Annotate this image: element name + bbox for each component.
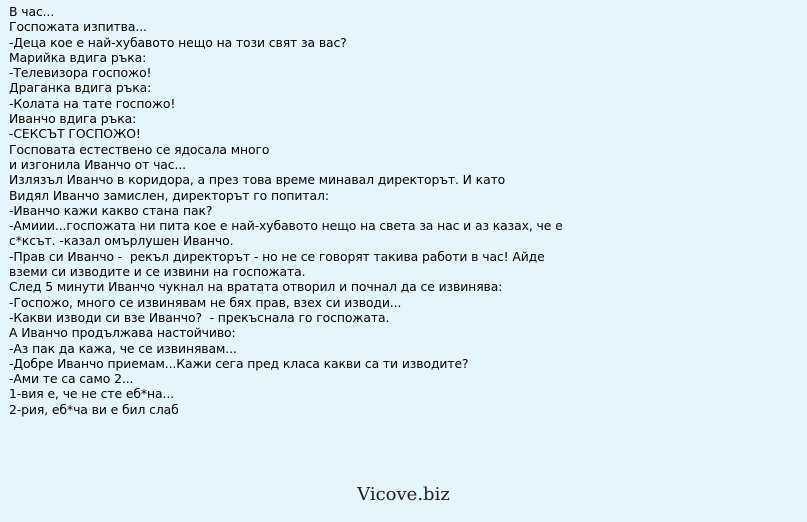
joke-line: -Аз пак да кажа, че се извинявам... [9,340,237,356]
joke-line: -СЕКСЪТ ГОСПОЖО! [9,126,141,142]
joke-line: В час... [9,4,55,19]
joke-line: Видял Иванчо замислен, директорът го попитал: [9,187,329,203]
joke-line: и изгонила Иванчо от час... [9,156,187,172]
joke-line: Драганка вдига ръка: [9,80,152,96]
joke-line: 2-рия, еб*ча ви е бил слаб [9,401,179,417]
joke-line: -Деца кое е най-хубавото нещо на този свят за вас? [9,34,347,50]
joke-line: Иванчо вдига ръка: [9,111,137,127]
joke-line: -Прав си Иванчо - рекъл директорът - но не се говорят такива работи в час! Айде [9,248,545,264]
joke-line: -Какви изводи си взе Иванчо? - прекъснала го госпожата. [9,309,390,325]
site-watermark: Vicove.biz [357,484,450,505]
joke-line: с*ксът. -казал омърлушен Иванчо. [9,233,234,249]
joke-line: Госповата естествено се ядосала много [9,141,270,157]
joke-text [9,4,799,417]
joke-line: Госпожата изпитва... [9,19,147,35]
joke-line: -Ами те са само 2... [9,371,134,387]
joke-line: След 5 минути Иванчо чукнал на вратата отворил и почнал да се извинява: [9,279,503,295]
joke-line: -Добре Иванчо приемам...Кажи сега пред класа какви са ти изводите? [9,355,469,371]
joke-line: Марийка вдига ръка: [9,49,147,65]
joke-line: -Госпожо, много се извинявам не бях прав, взех си изводи... [9,294,402,310]
joke-line: -Телевизора госпожо! [9,65,152,81]
joke-line: вземи си изводите и се извини на госпожата. [9,264,306,280]
joke-line: -Иванчо кажи какво стана пак? [9,202,213,218]
joke-line: -Амиии...госпожата ни пита кое е най-хубавото нещо на света за нас и аз казах, че е [9,218,563,234]
joke-line: А Иванчо продължава настойчиво: [9,325,236,341]
joke-line: Излязъл Иванчо в коридора, а през това време минавал директорът. И като [9,172,506,188]
joke-line: 1-вия е, че не сте еб*на... [9,386,175,402]
joke-line: -Колата на тате госпожо! [9,95,176,111]
